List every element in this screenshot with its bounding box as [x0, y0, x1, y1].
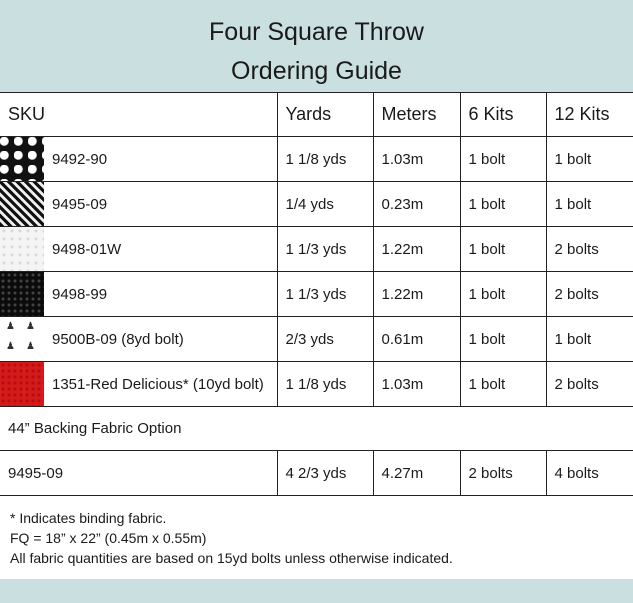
figure-icon: ♟ [6, 341, 15, 352]
sku-cell [0, 137, 277, 182]
yards-cell: 2/3 yds [277, 317, 373, 362]
footer-band [0, 579, 633, 603]
sku-cell [0, 227, 277, 272]
sku-cell [0, 317, 277, 362]
title-banner [0, 0, 633, 92]
table-row [0, 227, 633, 272]
yards-cell: 1 1/3 yds [277, 227, 373, 272]
black-texture-swatch [0, 272, 44, 316]
sku-text: 1351-Red Delicious* (10yd bolt) [52, 375, 264, 393]
black-dots-swatch [0, 137, 44, 181]
kits6-cell: 1 bolt [460, 137, 546, 182]
sku-text: 9500B-09 (8yd bolt) [52, 330, 184, 348]
sku-cell [0, 272, 277, 317]
backing-section-heading-row [0, 407, 633, 451]
kits6-cell: 2 bolts [460, 451, 546, 496]
meters-cell: 0.23m [373, 182, 460, 227]
kits6-cell: 1 bolt [460, 362, 546, 407]
table-row [0, 182, 633, 227]
sku-text: 9492-90 [52, 150, 108, 168]
table-row [0, 137, 633, 182]
notes-section [0, 500, 633, 579]
column-header-sku: SKU [0, 93, 277, 137]
yards-cell: 1 1/8 yds [277, 137, 373, 182]
sku-cell: 9495-09 [0, 451, 277, 496]
table-row [0, 272, 633, 317]
sku-text: 9498-99 [52, 285, 108, 303]
kits12-cell: 2 bolts [546, 272, 633, 317]
figures-swatch [0, 317, 44, 361]
meters-cell: 1.22m [373, 272, 460, 317]
table-row [0, 362, 633, 407]
meters-cell: 4.27m [373, 451, 460, 496]
black-swirl-swatch [0, 182, 44, 226]
kits6-cell: 1 bolt [460, 317, 546, 362]
kits12-cell: 2 bolts [546, 362, 633, 407]
yards-cell: 1/4 yds [277, 182, 373, 227]
kits12-cell: 4 bolts [546, 451, 633, 496]
column-header-meters: Meters [373, 93, 460, 137]
sku-text: 9495-09 [52, 195, 108, 213]
figure-icon: ♟ [26, 321, 35, 332]
kits6-cell: 1 bolt [460, 182, 546, 227]
sku-cell [0, 362, 277, 407]
ordering-table [0, 93, 633, 496]
kits12-cell: 1 bolt [546, 317, 633, 362]
kits12-cell: 1 bolt [546, 137, 633, 182]
column-header-yards: Yards [277, 93, 373, 137]
page-subtitle: Ordering Guide [231, 57, 402, 85]
table-row [0, 317, 633, 362]
figure-icon: ♟ [6, 321, 15, 332]
column-header-6-kits: 6 Kits [460, 93, 546, 137]
bolt-note: All fabric quantities are based on 15yd bolts unless otherwise indicated. [10, 550, 453, 566]
white-texture-swatch [0, 227, 44, 271]
yards-cell: 1 1/8 yds [277, 362, 373, 407]
page-title: Four Square Throw [209, 18, 424, 46]
meters-cell: 1.03m [373, 362, 460, 407]
meters-cell: 0.61m [373, 317, 460, 362]
kits6-cell: 1 bolt [460, 227, 546, 272]
backing-row [0, 451, 633, 496]
red-swatch [0, 362, 44, 406]
kits12-cell: 1 bolt [546, 182, 633, 227]
sku-text: 9498-01W [52, 240, 122, 258]
binding-note: * Indicates binding fabric. [10, 510, 167, 526]
column-header-12-kits: 12 Kits [546, 93, 633, 137]
yards-cell: 1 1/3 yds [277, 272, 373, 317]
table-header-row [0, 93, 633, 137]
kits12-cell: 2 bolts [546, 227, 633, 272]
meters-cell: 1.03m [373, 137, 460, 182]
fat-quarter-note: FQ = 18” x 22” (0.45m x 0.55m) [10, 530, 207, 546]
sku-cell [0, 182, 277, 227]
kits6-cell: 1 bolt [460, 272, 546, 317]
yards-cell: 4 2/3 yds [277, 451, 373, 496]
meters-cell: 1.22m [373, 227, 460, 272]
backing-section-heading: 44” Backing Fabric Option [0, 407, 633, 451]
figure-icon: ♟ [26, 341, 35, 352]
